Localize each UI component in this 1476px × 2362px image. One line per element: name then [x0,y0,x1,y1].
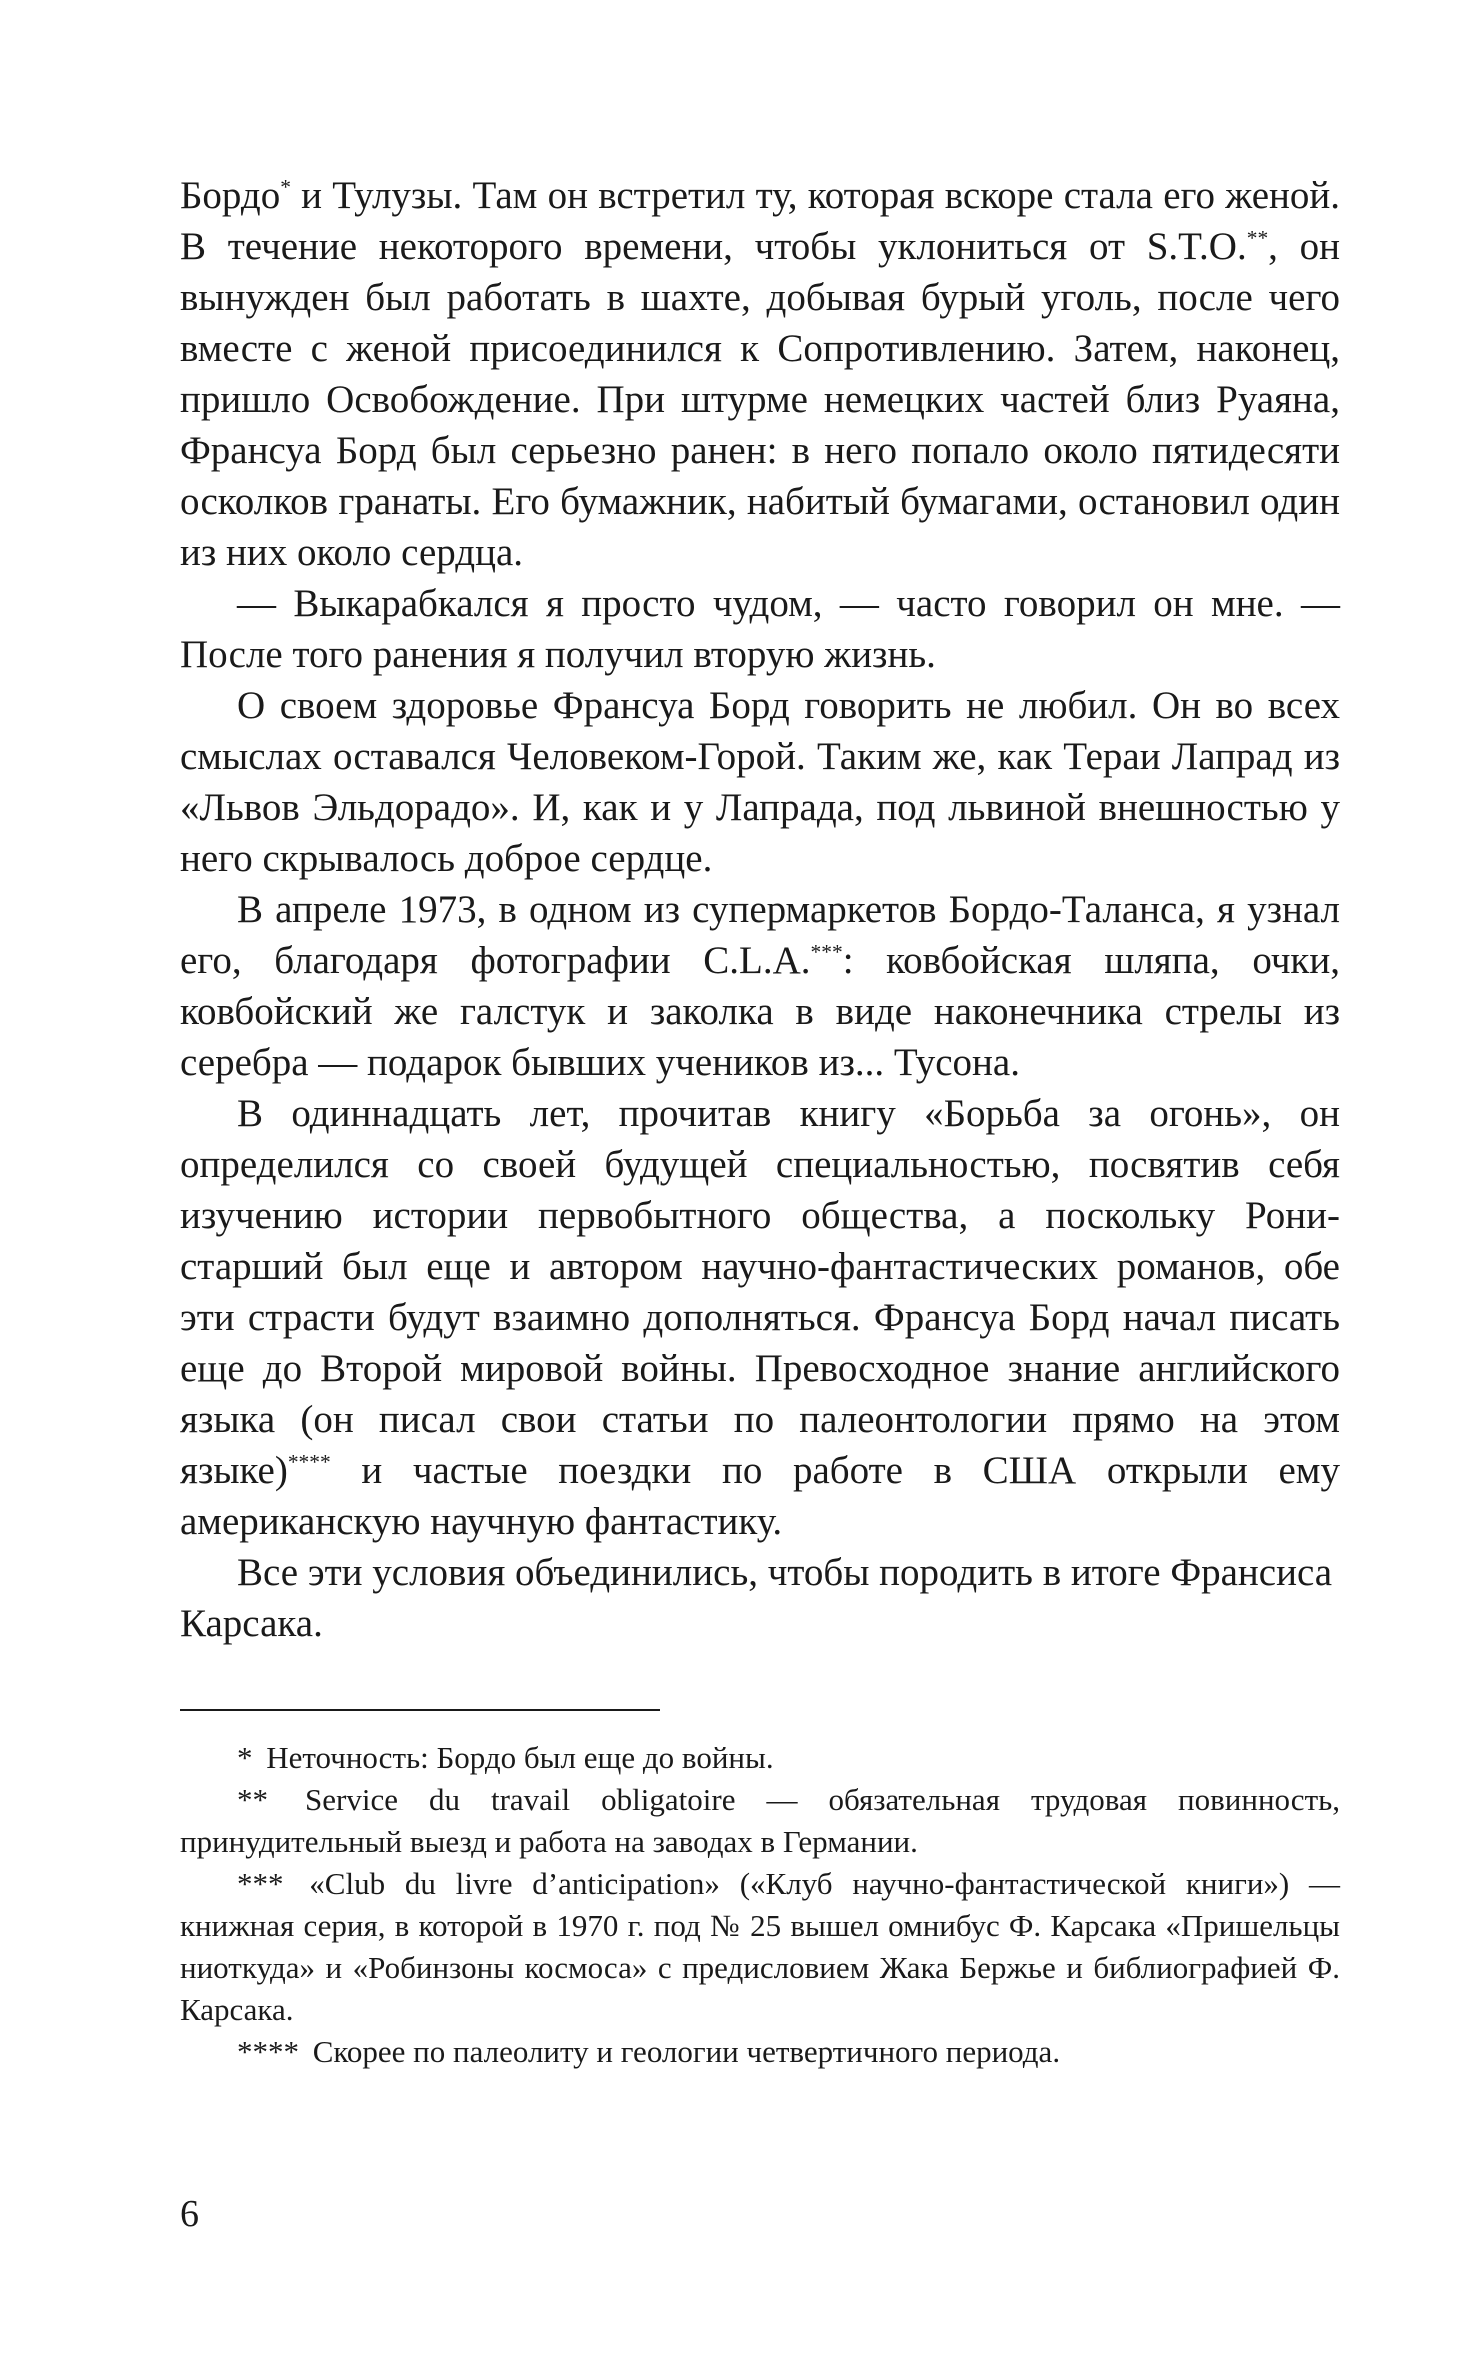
footnote-ref-3: *** [810,940,843,964]
footnote-4: **** Скорее по палеолиту и геологии четвертичного периода. [237,2034,1061,2069]
footnote-1: * Неточность: Бордо был еще до войны. [237,1740,774,1775]
paragraph-6: Все эти условия объединились, чтобы породить в итоге Франсиса Карсака. [180,1551,1333,1645]
paragraph-2: — Выкарабкался я просто чудом, — часто говорил он мне. — После того ранения я получил вторую жизнь. [180,582,1340,676]
footnotes [180,1737,1340,2073]
paragraph-4: В апреле 1973, в одном из супермаркетов Бордо-Таланса, я узнал его, благодаря фотографии C.L.A.***: ковбойская шляпа, очки, ковбойский же галстук и заколка в виде наконечника стрелы из серебра — подарок бывших учеников из... Тусона. [180,888,1341,1084]
footnote-2: ** Service du travail obligatoire — обязательная трудовая повинность, принудительный выезд и работа на заводах в Германии. [180,1782,1341,1859]
footnote-divider [180,1709,660,1711]
paragraph-1: Бордо* и Тулузы. Там он встретил ту, которая вскоре стала его женой. В течение некоторого времени, чтобы уклониться от S.T.O.**, он вынужден был работать в шахте, добывая бурый уголь, после чего вместе с женой присоединился к Сопротивлению. Затем, наконец, пришло Освобождение. При штурме немецких частей близ Руаяна, Франсуа Борд был серьезно ранен: в него попало около пятидесяти осколков гранаты. Его бумажник, набитый бумагами, остановил один из них около сердца. [180,174,1341,574]
paragraph-5: В одиннадцать лет, прочитав книгу «Борьба за огонь», он определился со своей будущей специальностью, посвятив себя изучению истории первобытного общества, а поскольку Рони-старший был еще и автором научно-фантастических романов, обе эти страсти будут взаимно дополняться. Франсуа Борд начал писать еще до Второй мировой войны. Превосходное знание английского языка (он писал свои статьи по палеонтологии прямо на этом языке)**** и частые поездки по работе в США открыли ему американскую научную фантастику. [180,1092,1340,1543]
footnote-ref-4: **** [287,1450,331,1474]
footnote-ref-2: ** [1246,226,1269,250]
book-page [180,170,1340,2073]
paragraph-3: О своем здоровье Франсуа Борд говорить не любил. Он во всех смыслах оставался Человеком-Горой. Таким же, как Тераи Лапрад из «Львов Эльдорадо». И, как и у Лапрада, под львиной внешностью у него скрывалось доброе сердце. [180,684,1340,880]
page-number: 6 [180,2193,199,2235]
footnote-3: *** «Club du livre d’anticipation» («Клуб научно-фантастической книги») — книжная серия, в которой в 1970 г. под № 25 вышел омнибус Ф. Карсака «Пришельцы ниоткуда» и «Робинзоны космоса» с предисловием Жака Бержье и библиографией Ф. Карсака. [180,1866,1341,2027]
main-text [180,170,1340,1649]
footnote-ref-1: * [280,175,291,199]
